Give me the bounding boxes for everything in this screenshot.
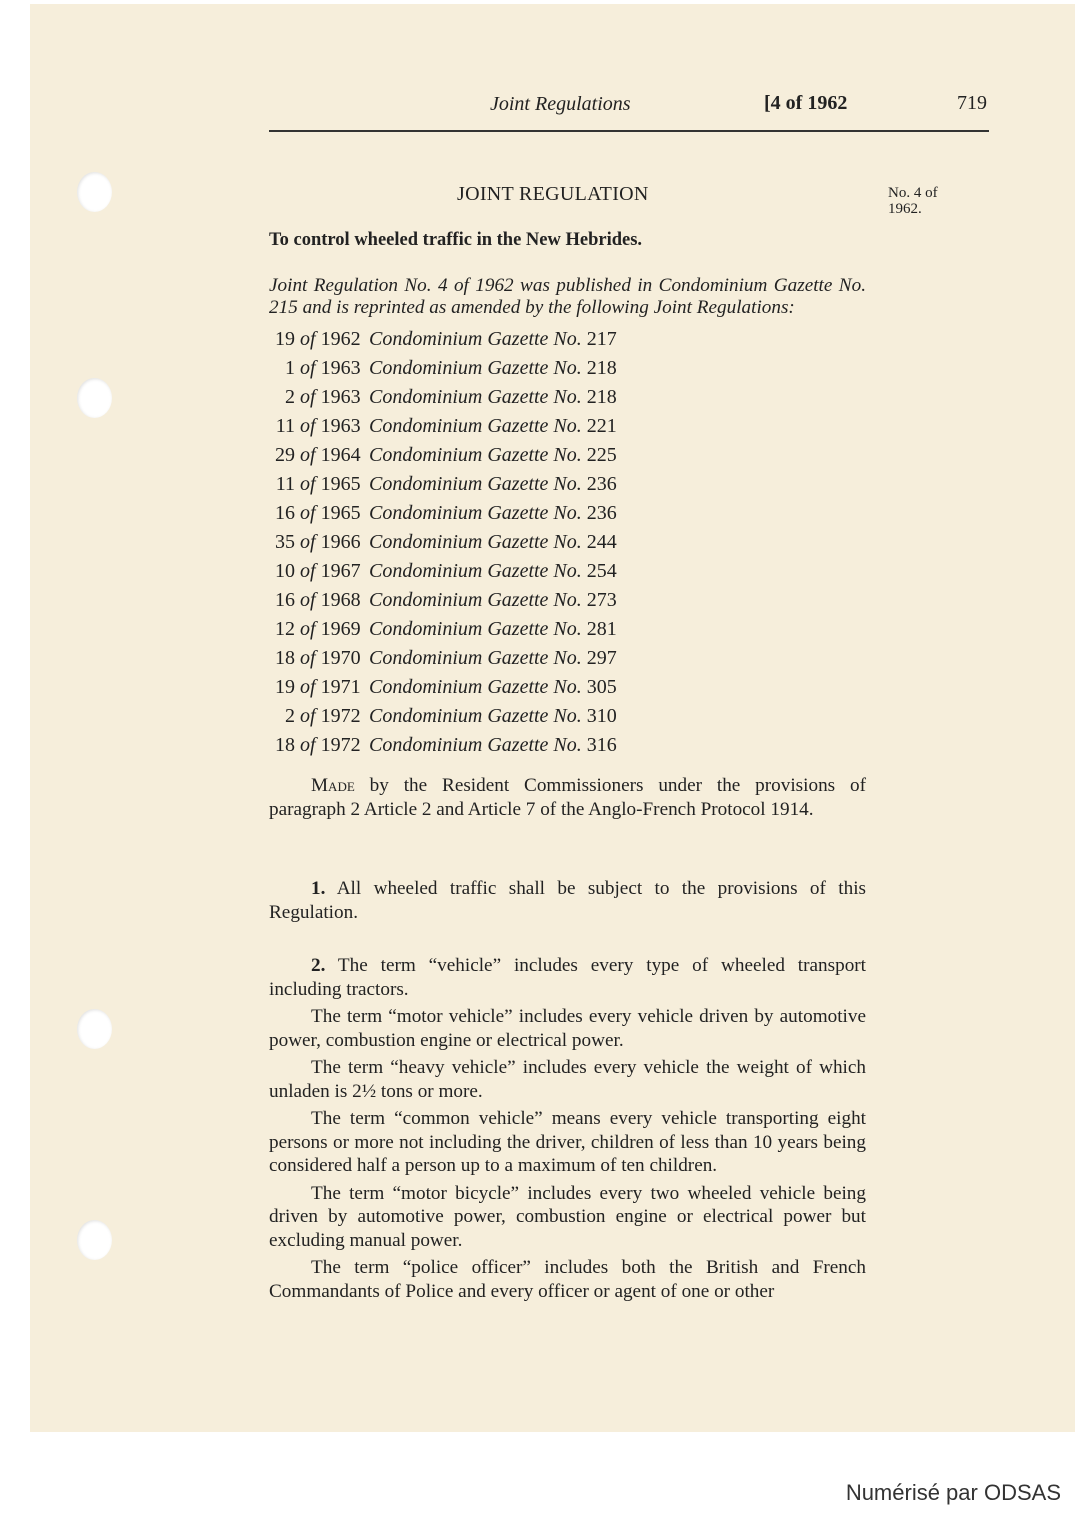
gazette-number: 221 [586,415,617,437]
section-text: All wheeled traffic shall be subject to the provisions of this Regulation. [269,878,866,923]
gazette-number: 244 [586,531,617,553]
amendment-reference [269,499,369,528]
amendment-number: 18 [275,647,295,669]
definition-paragraph: The term “heavy vehicle” includes every vehicle the weight of which unladen is 2½ tons or more. [269,1057,866,1102]
amendment-of: of [300,734,316,756]
amendment-of: of [300,386,316,408]
running-title: Joint Regulations [490,93,631,115]
gazette-label: Condominium Gazette No. [369,502,582,524]
amendment-of: of [300,560,316,582]
amendment-year: 1964 [320,444,361,466]
amendment-row [269,731,689,760]
section-2 [269,954,866,1303]
gazette-label: Condominium Gazette No. [369,734,582,756]
amendment-number: 11 [275,473,295,495]
amendment-of: of [300,444,316,466]
gazette-label: Condominium Gazette No. [369,531,582,553]
gazette-label: Condominium Gazette No. [369,473,582,495]
definition-paragraph: The term “motor bicycle” includes every two wheeled vehicle being driven by automotive power, combustion engine or electrical power but excluding manual power. [269,1182,866,1251]
amendment-reference [269,557,369,586]
amendment-reference [269,441,369,470]
made-text: by the Resident Commissioners under the provisions of paragraph 2 Article 2 and Article 7 of the Anglo-French Protocol 1914. [269,775,866,820]
subtitle: To control wheeled traffic in the New Hebrides. [269,230,643,250]
amendment-number: 18 [275,734,295,756]
amendment-number: 19 [275,328,295,350]
page-number: 719 [957,92,987,114]
section-number: 1. [311,878,326,899]
amendment-of: of [300,502,316,524]
definition-paragraph: The term “police officer” includes both the British and French Commandants of Police and every officer or agent of one or other [269,1257,866,1302]
gazette-number: 310 [586,705,617,727]
gazette-label: Condominium Gazette No. [369,647,582,669]
amendment-row [269,499,689,528]
amendment-row [269,644,689,673]
enacting-clause [269,774,866,821]
amendment-row [269,528,689,557]
amendment-reference [269,615,369,644]
amendment-of: of [300,705,316,727]
amendment-year: 1968 [320,589,361,611]
amendment-list [269,325,689,760]
definition-paragraph: The term “motor vehicle” includes every vehicle driven by automotive power, combustion engine or electrical power. [269,1006,866,1051]
gazette-label: Condominium Gazette No. [369,560,582,582]
amendment-reference [269,412,369,441]
header-rule [269,130,989,132]
amendment-number: 12 [275,618,295,640]
digitisation-credit: Numérisé par ODSAS [845,1480,1061,1505]
punch-hole [77,1220,112,1260]
amendment-reference [269,383,369,412]
section-1 [269,877,866,924]
amendment-number: 2 [285,386,295,408]
gazette-label: Condominium Gazette No. [369,618,582,640]
amendment-row [269,354,689,383]
gazette-number: 273 [586,589,617,611]
punch-hole [77,378,112,418]
amendment-row [269,586,689,615]
amendment-row [269,702,689,731]
amendment-of: of [300,328,316,350]
gazette-number: 254 [586,560,617,582]
amendment-number: 16 [275,502,295,524]
gazette-label: Condominium Gazette No. [369,444,582,466]
gazette-label: Condominium Gazette No. [369,386,582,408]
amendment-of: of [300,415,316,437]
punch-hole [77,1009,112,1049]
gazette-number: 305 [586,676,617,698]
margin-note [888,185,938,217]
amendment-year: 1966 [320,531,361,553]
amendment-row [269,412,689,441]
gazette-label: Condominium Gazette No. [369,676,582,698]
gazette-number: 316 [586,734,617,756]
amendment-row [269,383,689,412]
amendment-of: of [300,357,316,379]
document-title: JOINT REGULATION [457,183,649,205]
gazette-number: 297 [586,647,617,669]
amendment-year: 1963 [320,357,361,379]
amendment-reference [269,325,369,354]
amendment-number: 29 [275,444,295,466]
amendment-year: 1972 [320,705,361,727]
amendment-of: of [300,531,316,553]
amendment-year: 1967 [320,560,361,582]
amendment-number: 35 [275,531,295,553]
gazette-label: Condominium Gazette No. [369,328,582,350]
gazette-number: 217 [586,328,617,350]
amendment-year: 1963 [320,386,361,408]
gazette-label: Condominium Gazette No. [369,589,582,611]
amendment-year: 1963 [320,415,361,437]
amendment-row [269,673,689,702]
amendment-number: 16 [275,589,295,611]
gazette-number: 236 [586,473,617,495]
amendment-number: 10 [275,560,295,582]
margin-note-line: 1962. [888,201,922,217]
amendment-year: 1971 [320,676,361,698]
gazette-label: Condominium Gazette No. [369,415,582,437]
section-number: 2. [311,955,326,976]
gazette-label: Condominium Gazette No. [369,357,582,379]
amendment-reference [269,702,369,731]
amendment-number: 11 [275,415,295,437]
gazette-number: 236 [586,502,617,524]
gazette-number: 225 [586,444,617,466]
amendment-row [269,470,689,499]
publication-note: Joint Regulation No. 4 of 1962 was published in Condominium Gazette No. 215 and is reprinted as amended by the following Joint Regulations: [269,275,866,318]
amendment-of: of [300,618,316,640]
amendment-reference [269,528,369,557]
margin-note-line: No. 4 of [888,185,938,201]
amendment-year: 1969 [320,618,361,640]
amendment-of: of [300,589,316,611]
amendment-number: 2 [285,705,295,727]
definition-paragraph: The term “common vehicle” means every vehicle transporting eight persons or more not including the driver, children of less than 10 years being considered half a person up to a maximum of ten children. [269,1108,866,1176]
section-text: The term “vehicle” includes every type of wheeled transport including tractors. [269,955,867,1000]
amendment-reference [269,586,369,615]
amendment-of: of [300,676,316,698]
amendment-of: of [300,473,316,495]
amendment-year: 1965 [320,473,361,495]
punch-hole [77,172,112,212]
amendment-reference [269,673,369,702]
amendment-year: 1972 [320,734,361,756]
amendment-number: 19 [275,676,295,698]
amendment-year: 1965 [320,502,361,524]
amendment-reference [269,470,369,499]
gazette-label: Condominium Gazette No. [369,705,582,727]
amendment-row [269,557,689,586]
amendment-year: 1962 [320,328,361,350]
amendment-of: of [300,647,316,669]
amendment-year: 1970 [320,647,361,669]
amendment-reference [269,731,369,760]
amendment-row [269,441,689,470]
regulation-reference: [4 of 1962 [764,92,848,114]
made-lead: Made [311,775,355,796]
amendment-row [269,325,689,354]
gazette-number: 218 [586,357,617,379]
gazette-number: 281 [586,618,617,640]
amendment-number: 1 [285,357,295,379]
amendment-row [269,615,689,644]
amendment-reference [269,354,369,383]
amendment-reference [269,644,369,673]
gazette-number: 218 [586,386,617,408]
